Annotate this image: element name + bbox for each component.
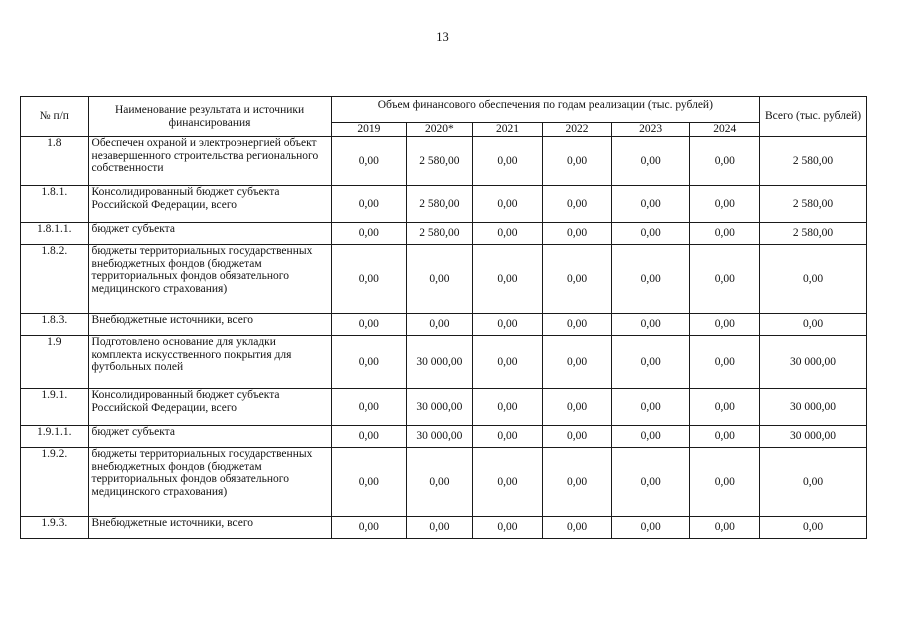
table-row (21, 137, 867, 186)
row-total: 30 000,00 (760, 336, 867, 389)
header-total: Всего (тыс. рублей) (760, 97, 867, 137)
page-number: 13 (436, 30, 449, 44)
row-value: 2 580,00 (407, 223, 473, 245)
row-total: 30 000,00 (760, 389, 867, 426)
table-row (21, 517, 867, 539)
row-value: 0,00 (331, 448, 407, 517)
row-value: 0,00 (690, 426, 760, 448)
row-value: 0,00 (472, 223, 543, 245)
row-total: 0,00 (760, 517, 867, 539)
row-value: 0,00 (611, 186, 690, 223)
header-name: Наименование результата и источники финансирования (88, 97, 331, 137)
row-value: 0,00 (611, 336, 690, 389)
table-row (21, 223, 867, 245)
row-value: 0,00 (611, 245, 690, 314)
row-name: Обеспечен охраной и электроэнергией объект незавершенного строительства регионального собственности (88, 137, 331, 186)
row-value: 0,00 (611, 426, 690, 448)
table-row (21, 186, 867, 223)
row-value: 0,00 (543, 426, 612, 448)
header-number: № п/п (21, 97, 89, 137)
row-value: 0,00 (407, 517, 473, 539)
row-value: 0,00 (407, 314, 473, 336)
header-year: 2021 (472, 123, 543, 137)
row-value: 0,00 (331, 245, 407, 314)
row-value: 0,00 (472, 389, 543, 426)
row-value: 0,00 (472, 336, 543, 389)
row-total: 2 580,00 (760, 223, 867, 245)
row-name: Внебюджетные источники, всего (88, 314, 331, 336)
header-year: 2019 (331, 123, 407, 137)
row-total: 30 000,00 (760, 426, 867, 448)
row-value: 0,00 (611, 137, 690, 186)
row-number: 1.9.2. (21, 448, 89, 517)
row-value: 0,00 (543, 223, 612, 245)
header-year: 2022 (543, 123, 612, 137)
row-name: Консолидированный бюджет субъекта Российской Федерации, всего (88, 186, 331, 223)
table-row (21, 448, 867, 517)
row-value: 0,00 (543, 245, 612, 314)
table-row (21, 426, 867, 448)
row-value: 0,00 (543, 336, 612, 389)
row-value: 30 000,00 (407, 336, 473, 389)
row-name: Подготовлено основание для укладки комплекта искусственного покрытия для футбольных полей (88, 336, 331, 389)
header-year: 2020* (407, 123, 473, 137)
row-value: 0,00 (690, 223, 760, 245)
row-value: 0,00 (543, 137, 612, 186)
row-value: 0,00 (472, 137, 543, 186)
row-value: 0,00 (472, 426, 543, 448)
row-value: 0,00 (543, 448, 612, 517)
row-name: Консолидированный бюджет субъекта Российской Федерации, всего (88, 389, 331, 426)
row-value: 0,00 (690, 137, 760, 186)
row-value: 0,00 (543, 314, 612, 336)
row-value: 0,00 (331, 336, 407, 389)
table-row (21, 336, 867, 389)
row-value: 0,00 (543, 389, 612, 426)
financing-table (20, 96, 867, 539)
row-value: 0,00 (331, 223, 407, 245)
table-row (21, 314, 867, 336)
row-value: 0,00 (472, 517, 543, 539)
header-year: 2024 (690, 123, 760, 137)
row-number: 1.9.1.1. (21, 426, 89, 448)
row-value: 0,00 (611, 517, 690, 539)
row-value: 0,00 (690, 389, 760, 426)
row-value: 0,00 (611, 314, 690, 336)
row-name: Внебюджетные источники, всего (88, 517, 331, 539)
row-value: 2 580,00 (407, 186, 473, 223)
header-volume: Объем финансового обеспечения по годам реализации (тыс. рублей) (331, 97, 760, 123)
table-body (21, 137, 867, 539)
row-name: бюджеты территориальных государственных внебюджетных фондов (бюджетам территориальных фондов обязательного медицинского страхования) (88, 245, 331, 314)
row-value: 0,00 (690, 186, 760, 223)
row-value: 0,00 (331, 426, 407, 448)
row-value: 0,00 (690, 448, 760, 517)
row-total: 0,00 (760, 448, 867, 517)
row-value: 0,00 (331, 517, 407, 539)
row-total: 0,00 (760, 245, 867, 314)
row-value: 0,00 (407, 245, 473, 314)
header-year: 2023 (611, 123, 690, 137)
row-value: 0,00 (472, 314, 543, 336)
row-value: 0,00 (331, 137, 407, 186)
row-value: 0,00 (472, 448, 543, 517)
row-value: 0,00 (611, 389, 690, 426)
row-total: 2 580,00 (760, 137, 867, 186)
row-value: 0,00 (472, 245, 543, 314)
row-number: 1.8.1. (21, 186, 89, 223)
row-total: 2 580,00 (760, 186, 867, 223)
row-value: 30 000,00 (407, 389, 473, 426)
row-number: 1.8 (21, 137, 89, 186)
row-number: 1.9.1. (21, 389, 89, 426)
row-value: 0,00 (331, 186, 407, 223)
row-value: 30 000,00 (407, 426, 473, 448)
row-name: бюджеты территориальных государственных внебюджетных фондов (бюджетам территориальных фондов обязательного медицинского страхования) (88, 448, 331, 517)
row-value: 0,00 (690, 336, 760, 389)
row-total: 0,00 (760, 314, 867, 336)
row-value: 0,00 (543, 517, 612, 539)
row-value: 0,00 (690, 245, 760, 314)
row-value: 0,00 (611, 448, 690, 517)
table-row (21, 389, 867, 426)
row-value: 0,00 (407, 448, 473, 517)
row-value: 0,00 (611, 223, 690, 245)
row-value: 2 580,00 (407, 137, 473, 186)
row-name: бюджет субъекта (88, 223, 331, 245)
table-row (21, 245, 867, 314)
row-value: 0,00 (543, 186, 612, 223)
row-value: 0,00 (331, 314, 407, 336)
row-number: 1.8.2. (21, 245, 89, 314)
row-number: 1.8.1.1. (21, 223, 89, 245)
row-number: 1.9 (21, 336, 89, 389)
row-value: 0,00 (331, 389, 407, 426)
row-value: 0,00 (690, 314, 760, 336)
row-value: 0,00 (690, 517, 760, 539)
row-number: 1.8.3. (21, 314, 89, 336)
row-name: бюджет субъекта (88, 426, 331, 448)
row-number: 1.9.3. (21, 517, 89, 539)
row-value: 0,00 (472, 186, 543, 223)
